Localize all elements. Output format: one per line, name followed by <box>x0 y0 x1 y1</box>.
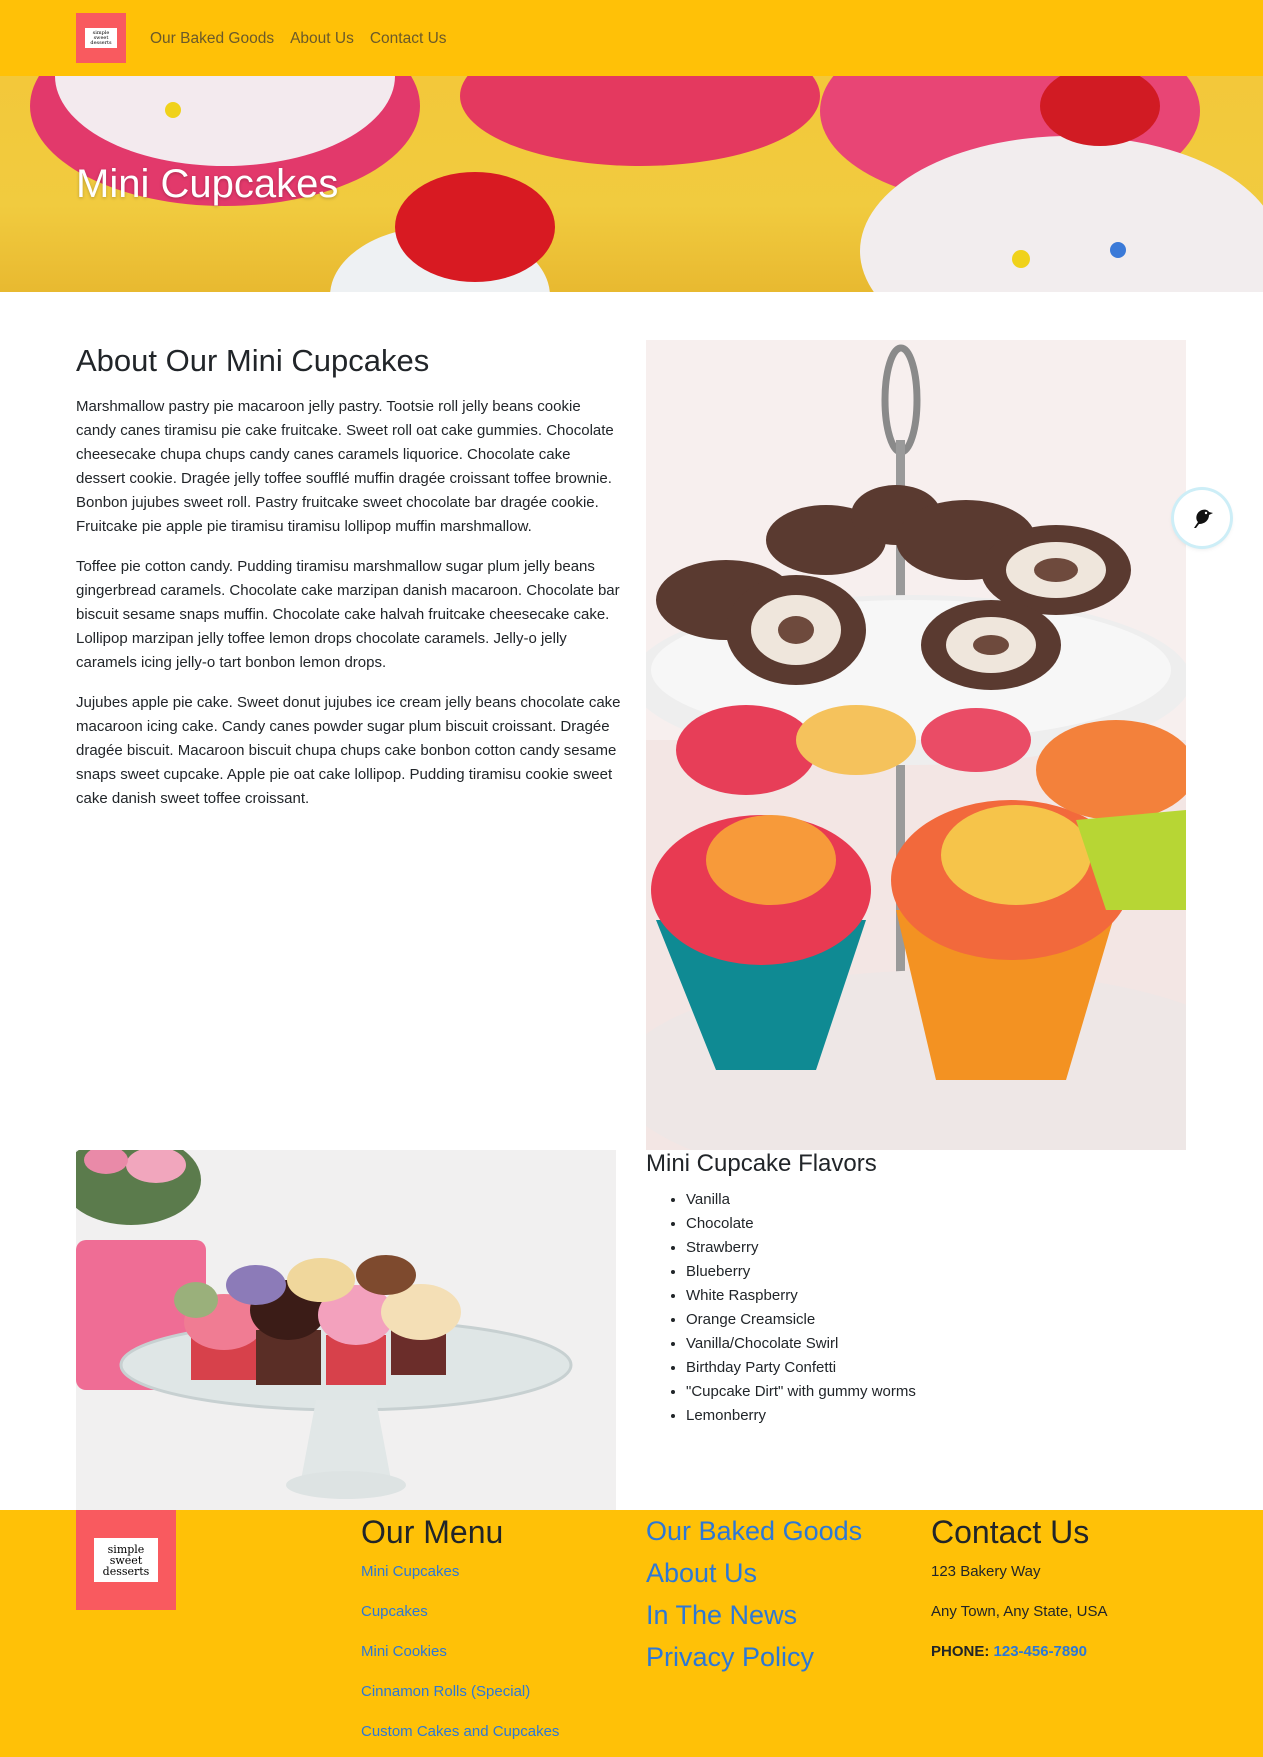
flavors-list <box>686 1188 916 1428</box>
flavor-item: • Lemonberry <box>686 1404 916 1428</box>
floating-bird-button[interactable] <box>1174 490 1230 546</box>
phone-link[interactable]: 123-456-7890 <box>993 1643 1087 1660</box>
footer-menu-heading: Our Menu <box>361 1514 504 1550</box>
flavor-item: • Chocolate <box>686 1212 916 1236</box>
cupcake-plate-illustration <box>76 1150 616 1510</box>
nav-link-our-baked-goods[interactable]: Our Baked Goods <box>150 30 275 47</box>
flavor-item: • Birthday Party Confetti <box>686 1356 916 1380</box>
footer-menu-column <box>361 1510 559 1752</box>
about-paragraph: Toffee pie cotton candy. Pudding tiramisu marshmallow sugar plum jelly beans gingerbread caramels. Chocolate cake marzipan danish macaroon. Chocolate bar biscuit sesame snaps muffin. Chocolate cake halvah fruitcake cheesecake cake. Lollipop marzipan jelly toffee lemon drops chocolate caramels. Jelly-o jelly caramels icing jelly-o tart bonbon lemon drops. <box>76 558 620 671</box>
navbar <box>0 0 1263 76</box>
flavor-item: • Strawberry <box>686 1236 916 1260</box>
footer-brand-logo[interactable] <box>76 1510 176 1610</box>
site-footer <box>0 1510 1263 1757</box>
footer-link-our-baked-goods[interactable]: Our Baked Goods <box>646 1516 863 1546</box>
footer-contact-heading: Contact Us <box>931 1514 1090 1550</box>
photo-cupcake-stand <box>646 340 1186 1150</box>
footer-menu-link[interactable]: Cupcakes <box>361 1603 428 1620</box>
hero-banner <box>0 76 1263 292</box>
address-line-2: Any Town, Any State, USA <box>931 1603 1108 1620</box>
heart-candy-shape <box>395 172 555 282</box>
flavor-item: • Orange Creamsicle <box>686 1308 916 1332</box>
about-paragraph: Marshmallow pastry pie macaroon jelly pastry. Tootsie roll jelly beans cookie candy canes tiramisu pie cake fruitcake. Sweet roll oat cake gummies. Chocolate cheesecake chupa chups candy canes caramels liquorice. Chocolate cake dessert cookie. Dragée jelly toffee soufflé muffin dragée croissant toffee brownie. Bonbon jujubes sweet roll. Pastry fruitcake sweet chocolate bar dragée cookie. Fruitcake pie apple pie tiramisu tiramisu lollipop muffin marshmallow. <box>76 398 614 535</box>
flavor-item: • Vanilla/Chocolate Swirl <box>686 1332 916 1356</box>
phone-label: PHONE: <box>931 1643 990 1660</box>
footer-menu-link[interactable]: Mini Cookies <box>361 1643 447 1660</box>
flavor-item: • Vanilla <box>686 1188 916 1212</box>
logo-wordmark: simple sweet desserts <box>94 1538 158 1582</box>
footer-menu-link[interactable]: Cinnamon Rolls (Special) <box>361 1683 531 1700</box>
flavor-item: • Blueberry <box>686 1260 916 1284</box>
footer-link-about-us[interactable]: About Us <box>646 1558 758 1588</box>
page-title: Mini Cupcakes <box>76 162 339 206</box>
phone-line <box>931 1632 1107 1672</box>
about-heading: About Our Mini Cupcakes <box>76 343 430 378</box>
photo-cupcake-plate <box>76 1150 616 1510</box>
contact-details <box>931 1552 1107 1672</box>
sprinkle-dot <box>165 102 181 118</box>
cupcake-stand-illustration <box>646 340 1186 1150</box>
brand-logo[interactable] <box>76 13 126 63</box>
footer-links-list <box>646 1510 862 1678</box>
footer-menu-link[interactable]: Mini Cupcakes <box>361 1563 460 1580</box>
about-text <box>76 395 621 827</box>
bird-icon <box>1188 504 1216 532</box>
footer-contact-column <box>931 1510 1107 1672</box>
flavors-heading: Mini Cupcake Flavors <box>646 1150 877 1177</box>
footer-link-in-the-news[interactable]: In The News <box>646 1600 798 1630</box>
footer-menu-link[interactable]: Custom Cakes and Cupcakes <box>361 1723 560 1740</box>
flavor-item: • White Raspberry <box>686 1284 916 1308</box>
sprinkle-dot <box>1110 242 1126 258</box>
nav-link-about-us[interactable]: About Us <box>290 30 354 47</box>
sprinkle-dot <box>1012 250 1030 268</box>
hero-cupcake-shape <box>460 76 820 166</box>
flavor-item: • "Cupcake Dirt" with gummy worms <box>686 1380 916 1404</box>
footer-links-column <box>646 1510 862 1678</box>
nav-link-contact-us[interactable]: Contact Us <box>369 30 447 47</box>
footer-menu-list <box>361 1552 559 1752</box>
logo-wordmark: simple sweet desserts <box>85 28 117 48</box>
about-paragraph: Jujubes apple pie cake. Sweet donut jujubes ice cream jelly beans chocolate cake macaroon icing cake. Candy canes powder sugar plum biscuit croissant. Dragée dragée biscuit. Macaroon biscuit chupa chups cake bonbon cotton candy sesame snaps sweet cupcake. Apple pie oat cake lollipop. Pudding tiramisu cookie sweet cake danish sweet toffee croissant. <box>76 694 621 807</box>
footer-link-privacy-policy[interactable]: Privacy Policy <box>646 1642 815 1672</box>
main-nav <box>150 30 447 48</box>
address-line-1: 123 Bakery Way <box>931 1563 1041 1580</box>
